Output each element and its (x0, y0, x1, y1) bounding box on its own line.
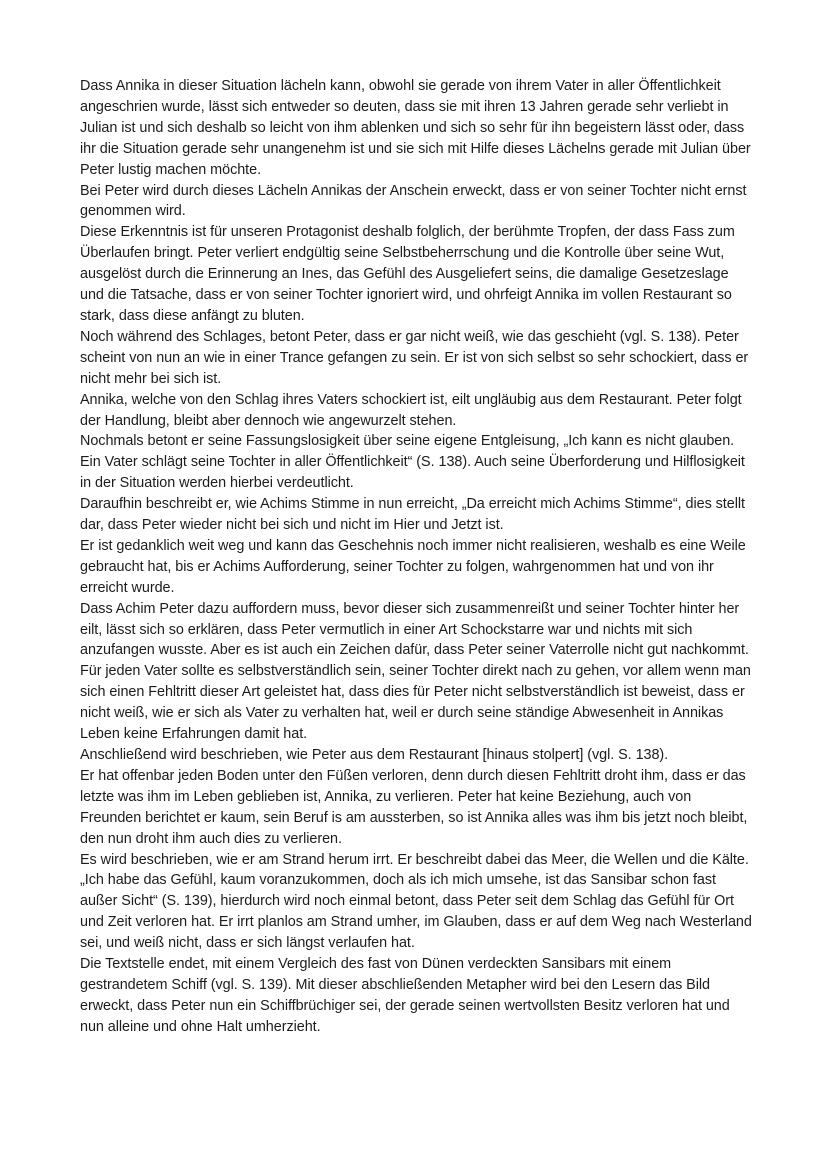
paragraph: Diese Erkenntnis ist für unseren Protagonist deshalb folglich, der berühmte Tropfen, der dass Fass zum Überlaufen bringt. Peter verliert endgültig seine Selbstbeherrschung und die Kontrolle über seine Wut, ausgelöst durch die Erinnerung an Ines, das Gefühl des Ausgeliefert seins, die damalige Gesetzeslage und die Tatsache, dass er von seiner Tochter ignoriert wird, und ohrfeigt Annika im vollen Restaurant so stark, dass diese anfängt zu bluten. (80, 224, 735, 324)
paragraph: Annika, welche von den Schlag ihres Vaters schockiert ist, eilt ungläubig aus dem Restaurant. Peter folgt der Handlung, bleibt aber dennoch wie angewurzelt stehen. (80, 391, 742, 429)
paragraph: Die Textstelle endet, mit einem Vergleich des fast von Dünen verdeckten Sansibars mit einem gestrandetem Schiff (vgl. S. 139). Mit dieser abschließenden Metapher wird bei den Lesern das Bild erweckt, dass Peter nun ein Schiffbrüchiger sei, der gerade seinen wertvollsten Besitz verloren hat und nun alleine und ohne Halt umherzieht. (80, 956, 730, 1035)
paragraph: Er hat offenbar jeden Boden unter den Füßen verloren, denn durch diesen Fehltritt droht ihm, dass er das letzte was ihm im Leben geblieben ist, Annika, zu verlieren. Peter hat keine Beziehung, auch von Freunden berichtet er kaum, sein Beruf is am aussterben, so ist Annika alles was ihm bis jetzt noch bleibt, den nun droht ihm auch dies zu verlieren. (80, 767, 748, 847)
paragraph: Dass Annika in dieser Situation lächeln kann, obwohl sie gerade von ihrem Vater in aller Öffentlichkeit angeschrien wurde, lässt sich entweder so deuten, dass sie mit ihren 13 Jahren gerade sehr verliebt in Julian ist und sich deshalb so leicht von ihm ablenken und sich so sehr für ihn begeistern lässt oder, dass ihr die Situation gerade sehr unangenehm ist und sie sich mit Hilfe dieses Lächelns gerade mit Julian über Peter lustig machen möchte. (80, 78, 751, 178)
document-body (80, 76, 752, 1038)
paragraph: Noch während des Schlages, betont Peter, dass er gar nicht weiß, wie das geschieht (vgl. S. 138). Peter scheint von nun an wie in einer Trance gefangen zu sein. Er ist von sich selbst so sehr schockiert, dass er nicht mehr bei sich ist. (80, 328, 749, 387)
paragraph: Dass Achim Peter dazu auffordern muss, bevor dieser sich zusammenreißt und seiner Tochter hinter her eilt, lässt sich so erklären, dass Peter vermutlich in einer Art Schockstarre war und nichts mit sich anzufangen wusste. Aber es ist auch ein Zeichen dafür, dass Peter seiner Vaterrolle nicht gut nachkommt. Für jeden Vater sollte es selbstverständlich sein, seiner Tochter direkt nach zu gehen, vor allem wenn man sich einen Fehltritt dieser Art geleistet hat, dass dies für Peter nicht selbstverständlich ist beweist, dass er nicht weiß, wie er sich als Vater zu verhalten hat, weil er durch seine ständige Abwesenheit in Annikas Leben keine Erfahrungen damit hat. (80, 600, 751, 743)
paragraph: Anschließend wird beschrieben, wie Peter aus dem Restaurant [hinaus stolpert] (vgl. S. 138). (80, 747, 669, 763)
paragraph: Nochmals betont er seine Fassungslosigkeit über seine eigene Entgleisung, „Ich kann es nicht glauben. Ein Vater schlägt seine Tochter in aller Öffentlichkeit“ (S. 138). Auch seine Überforderung und Hilflosigkeit in der Situation werden hierbei verdeutlicht. (80, 433, 745, 492)
paragraph: Er ist gedanklich weit weg und kann das Geschehnis noch immer nicht realisieren, weshalb es eine Weile gebraucht hat, bis er Achims Aufforderung, seiner Tochter zu folgen, wahrgenommen hat und von ihr erreicht wurde. (80, 537, 746, 596)
paragraph: Bei Peter wird durch dieses Lächeln Annikas der Anschein erweckt, dass er von seiner Tochter nicht ernst genommen wird. (80, 182, 747, 220)
paragraph: Es wird beschrieben, wie er am Strand herum irrt. Er beschreibt dabei das Meer, die Wellen und die Kälte. (80, 851, 749, 868)
paragraph: Daraufhin beschreibt er, wie Achims Stimme in nun erreicht, „Da erreicht mich Achims Stimme“, dies stellt dar, dass Peter wieder nicht bei sich und nicht im Hier und Jetzt ist. (80, 496, 745, 534)
paragraph: „Ich habe das Gefühl, kaum voranzukommen, doch als ich mich umsehe, ist das Sansibar schon fast außer Sicht“ (S. 139), hierdurch wird noch einmal betont, dass Peter seit dem Schlag das Gefühl für Ort und Zeit verloren hat. Er irrt planlos am Strand umher, im Glauben, dass er auf dem Weg nach Westerland sei, und weiß nicht, dass er sich längst verlaufen hat. (80, 872, 752, 952)
